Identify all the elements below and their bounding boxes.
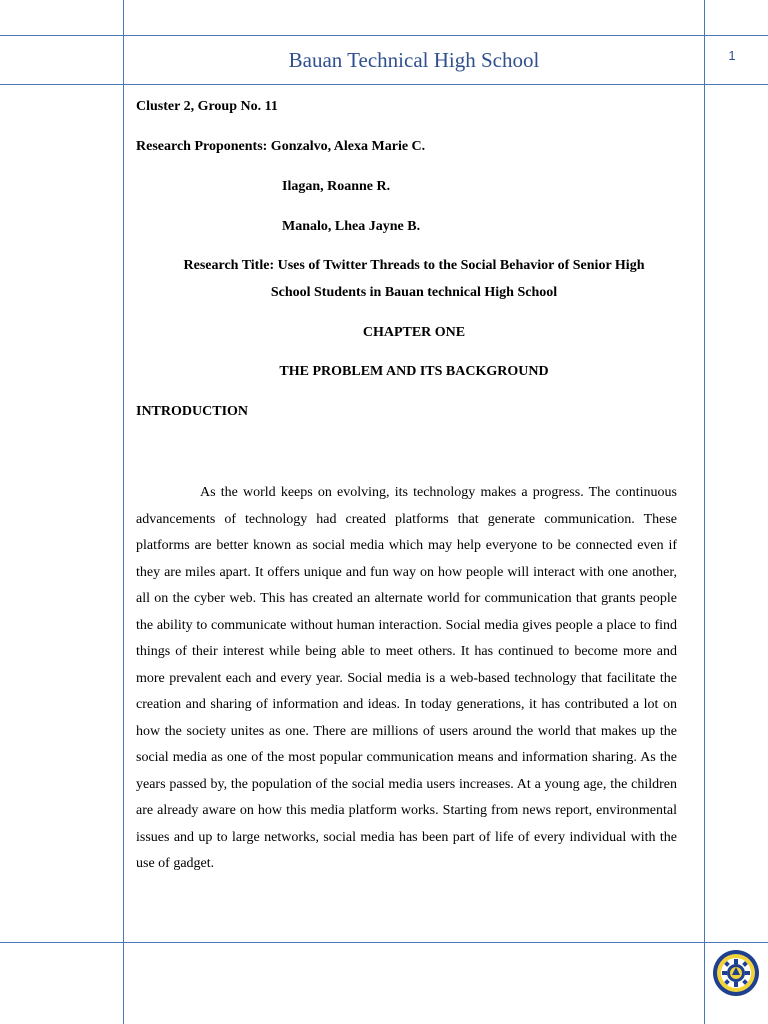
section-heading: INTRODUCTION: [136, 404, 249, 419]
research-title-line-2: School Students in Bauan technical High School: [270, 285, 558, 300]
proponent-3: Manalo, Lhea Jayne B.: [282, 219, 421, 234]
left-margin-rule: [123, 0, 124, 1024]
research-title-line-1: Research Title: Uses of Twitter Threads to the Social Behavior of Senior High: [183, 258, 645, 273]
school-seal-icon: [712, 949, 760, 997]
page-number: 1: [728, 48, 736, 63]
chapter-heading: CHAPTER ONE: [362, 325, 466, 340]
cluster-group: Cluster 2, Group No. 11: [136, 99, 278, 114]
right-margin-rule: [704, 0, 705, 1024]
header-school-name: Bauan Technical High School: [288, 48, 540, 72]
proponent-2: Ilagan, Roanne R.: [282, 179, 391, 194]
introduction-paragraph: As the world keeps on evolving, its technology makes a progress. The continuous advancements of technology had created platforms that generate communication. These platforms are better known as social media which may help everyone to be connected even if they are miles apart. It offers unique and fun way on how people will interact with one another, all on the cyber web. This has created an alternate world for communication that grants people the ability to communicate without human interaction. Social media gives people a place to find things of their interest while being able to meet others. It has continued to become more and more prevalent each and every year. Social media is a web-based technology that facilitate the creation and sharing of information and ideas. In today generations, it has contributed a lot on how the society unites as one. There are millions of users around the world that makes up the social media as one of the most popular communication means and information sharing. As the years passed by, the population of the social media users increases. At a young age, the children are already aware on how this media platform works. Starting from news report, environmental issues and up to large networks, social media has been part of life of every individual with the use of gadget.: [136, 485, 677, 871]
footer-rule: [0, 942, 768, 943]
chapter-title: THE PROBLEM AND ITS BACKGROUND: [279, 364, 549, 379]
research-proponents: Research Proponents: Gonzalvo, Alexa Marie C.: [136, 139, 426, 154]
header-top-rule: [0, 35, 768, 36]
header-bottom-rule: [0, 84, 768, 85]
